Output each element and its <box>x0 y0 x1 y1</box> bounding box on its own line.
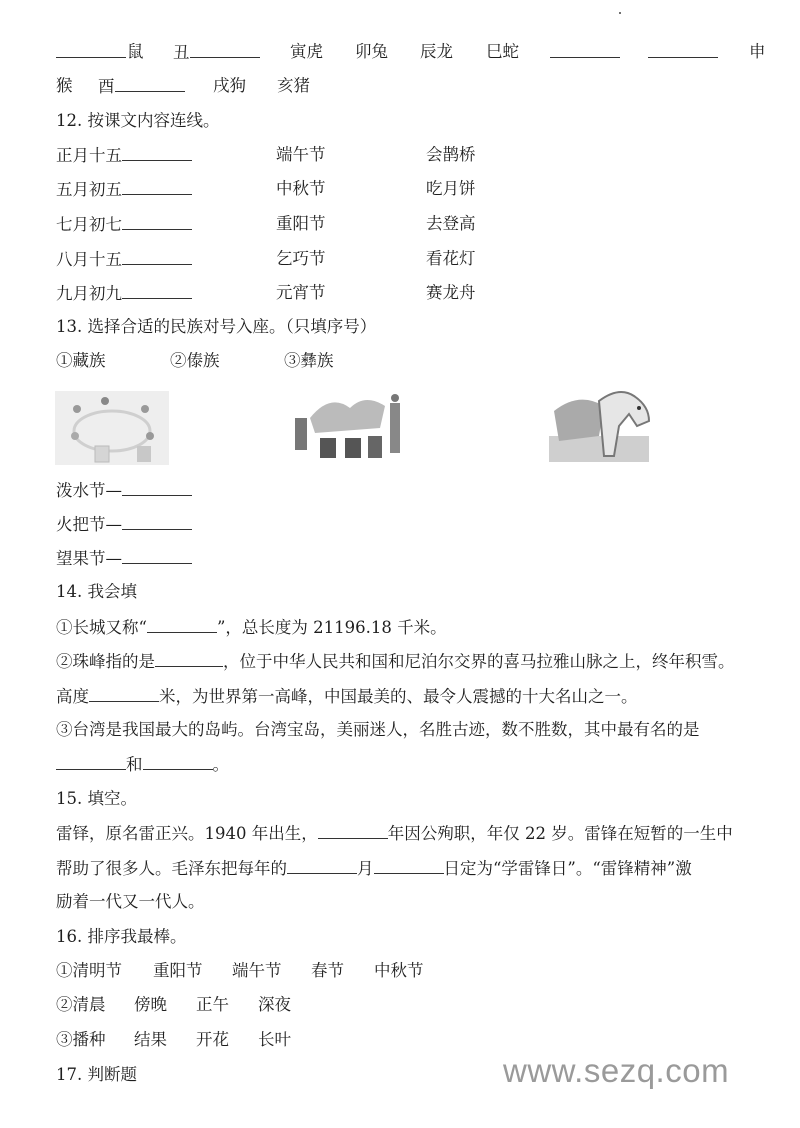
q12-date-2: 五月初五 <box>56 177 192 201</box>
torch-festival-picture <box>290 388 408 464</box>
q12-blank-3[interactable] <box>122 212 192 230</box>
q14-item-1: ①长城又称“ ”，总长度为 21196.18 千米。 <box>56 615 447 639</box>
zodiac-rat: 鼠 <box>127 42 144 61</box>
zodiac-pig: 亥猪 <box>277 76 310 95</box>
q13-blank-3[interactable] <box>122 546 192 564</box>
q16-row3-item-2: 结果 <box>134 1030 167 1049</box>
q16-row2-item-3: 正午 <box>196 995 229 1014</box>
q12-festival-4: 乞巧节 <box>276 249 326 268</box>
q13-title: 13. 选择合适的民族对号入座。（只填序号） <box>56 317 377 336</box>
q12-date-5: 九月初九 <box>56 281 192 305</box>
q12-festival-1: 端午节 <box>276 145 326 164</box>
zodiac-ox: 丑 <box>173 40 260 64</box>
q12-custom-3: 去登高 <box>426 214 476 233</box>
q15-line-1: 雷铎，原名雷正兴。1940 年出生， 年因公殉职，年仅 22 岁。雷锋在短暂的一生中 <box>56 821 733 845</box>
q12-custom-1: 会鹊桥 <box>426 145 476 164</box>
q13-festival-torch: 火把节— <box>56 512 192 536</box>
watermark: www.sezq.com <box>503 1052 730 1089</box>
torch-dancers-icon <box>290 388 408 464</box>
zodiac-blank-4[interactable] <box>648 40 718 64</box>
q14-blank-1[interactable] <box>147 615 217 633</box>
q16-row1-item-5: 中秋节 <box>374 961 424 980</box>
q12-date-4: 八月十五 <box>56 247 192 271</box>
q12-date-1: 正月十五 <box>56 143 192 167</box>
q16-row1-item-4: 春节 <box>311 961 344 980</box>
q12-festival-5: 元宵节 <box>276 283 326 302</box>
q12-festival-3: 重阳节 <box>276 214 326 233</box>
zodiac-rabbit: 卯兔 <box>355 42 388 61</box>
q16-row3-item-4: 长叶 <box>258 1030 291 1049</box>
q16-row1-item-2: 重阳节 <box>153 961 203 980</box>
q13-option-tibetan: ①藏族 <box>56 351 106 370</box>
q12-blank-5[interactable] <box>122 281 192 299</box>
q16-row2-item-4: 深夜 <box>258 995 291 1014</box>
zodiac-tiger: 寅虎 <box>290 42 323 61</box>
q14-item-3-blanks: 和 。 <box>56 752 229 776</box>
zodiac-blank-3[interactable] <box>550 40 620 64</box>
q13-blank-2[interactable] <box>122 512 192 530</box>
q15-line-3: 励着一代又一代人。 <box>56 892 205 911</box>
q15-blank-year[interactable] <box>318 821 388 839</box>
q14-title: 14. 我会填 <box>56 582 137 601</box>
q16-row3-item-3: 开花 <box>196 1030 229 1049</box>
zodiac-snake: 巳蛇 <box>486 42 519 61</box>
q14-blank-5[interactable] <box>143 752 213 770</box>
q16-title: 16. 排序我最棒。 <box>56 927 187 946</box>
q12-title: 12. 按课文内容连线。 <box>56 111 220 130</box>
q16-row2-item-2: 傍晚 <box>134 995 167 1014</box>
q17-title: 17. 判断题 <box>56 1065 137 1084</box>
scan-dot <box>619 12 621 14</box>
q12-custom-5: 赛龙舟 <box>426 283 476 302</box>
q15-blank-month[interactable] <box>287 856 357 874</box>
q13-option-dai: ②傣族 <box>170 351 220 370</box>
q13-option-yi: ③彝族 <box>284 351 334 370</box>
q13-blank-1[interactable] <box>122 478 192 496</box>
q14-blank-3[interactable] <box>89 684 159 702</box>
q12-festival-2: 中秋节 <box>276 179 326 198</box>
q12-custom-4: 看花灯 <box>426 249 476 268</box>
horse-rider-icon <box>549 386 659 464</box>
q16-row3-item-1: ③播种 <box>56 1030 106 1049</box>
q16-row1-item-1: ①清明节 <box>56 961 122 980</box>
zodiac-rooster: 酉 <box>98 74 185 98</box>
q14-item-2: ②珠峰指的是 ，位于中华人民共和国和尼泊尔交界的喜马拉雅山脉之上，终年积雪。 <box>56 649 735 673</box>
q12-blank-4[interactable] <box>122 247 192 265</box>
zodiac-blank-2[interactable] <box>190 40 260 58</box>
q15-line-2: 帮助了很多人。毛泽东把每年的 月 日定为“学雷锋日”。“雷锋精神”激 <box>56 856 692 880</box>
q14-blank-4[interactable] <box>56 752 126 770</box>
zodiac-monkey: 猴 <box>56 76 73 95</box>
q13-festival-water-splashing: 泼水节— <box>56 478 192 502</box>
q12-date-3: 七月初七 <box>56 212 192 236</box>
zodiac-shen: 申 <box>749 42 766 61</box>
water-splashing-festival-picture <box>55 391 169 465</box>
q12-blank-1[interactable] <box>122 143 192 161</box>
zodiac-blank-5[interactable] <box>115 74 185 92</box>
zodiac-dog: 戌狗 <box>213 76 246 95</box>
q13-festival-harvest: 望果节— <box>56 546 192 570</box>
q12-custom-2: 吃月饼 <box>426 179 476 198</box>
zodiac-dragon: 辰龙 <box>420 42 453 61</box>
q16-row1-item-3: 端午节 <box>232 961 282 980</box>
q15-title: 15. 填空。 <box>56 789 137 808</box>
q16-row2-item-1: ②清晨 <box>56 995 106 1014</box>
q12-blank-2[interactable] <box>122 177 192 195</box>
q14-blank-2[interactable] <box>155 649 223 667</box>
q14-item-3: ③台湾是我国最大的岛屿。台湾宝岛，美丽迷人，名胜古迹，数不胜数，其中最有名的是 <box>56 720 700 739</box>
horse-riding-festival-picture <box>549 386 659 464</box>
q14-item-2-height: 高度 米，为世界第一高峰，中国最美的、最令人震撼的十大名山之一。 <box>56 684 638 708</box>
dancers-circle-icon <box>55 391 169 465</box>
zodiac-blank-1[interactable] <box>56 40 126 64</box>
q15-blank-day[interactable] <box>374 856 444 874</box>
